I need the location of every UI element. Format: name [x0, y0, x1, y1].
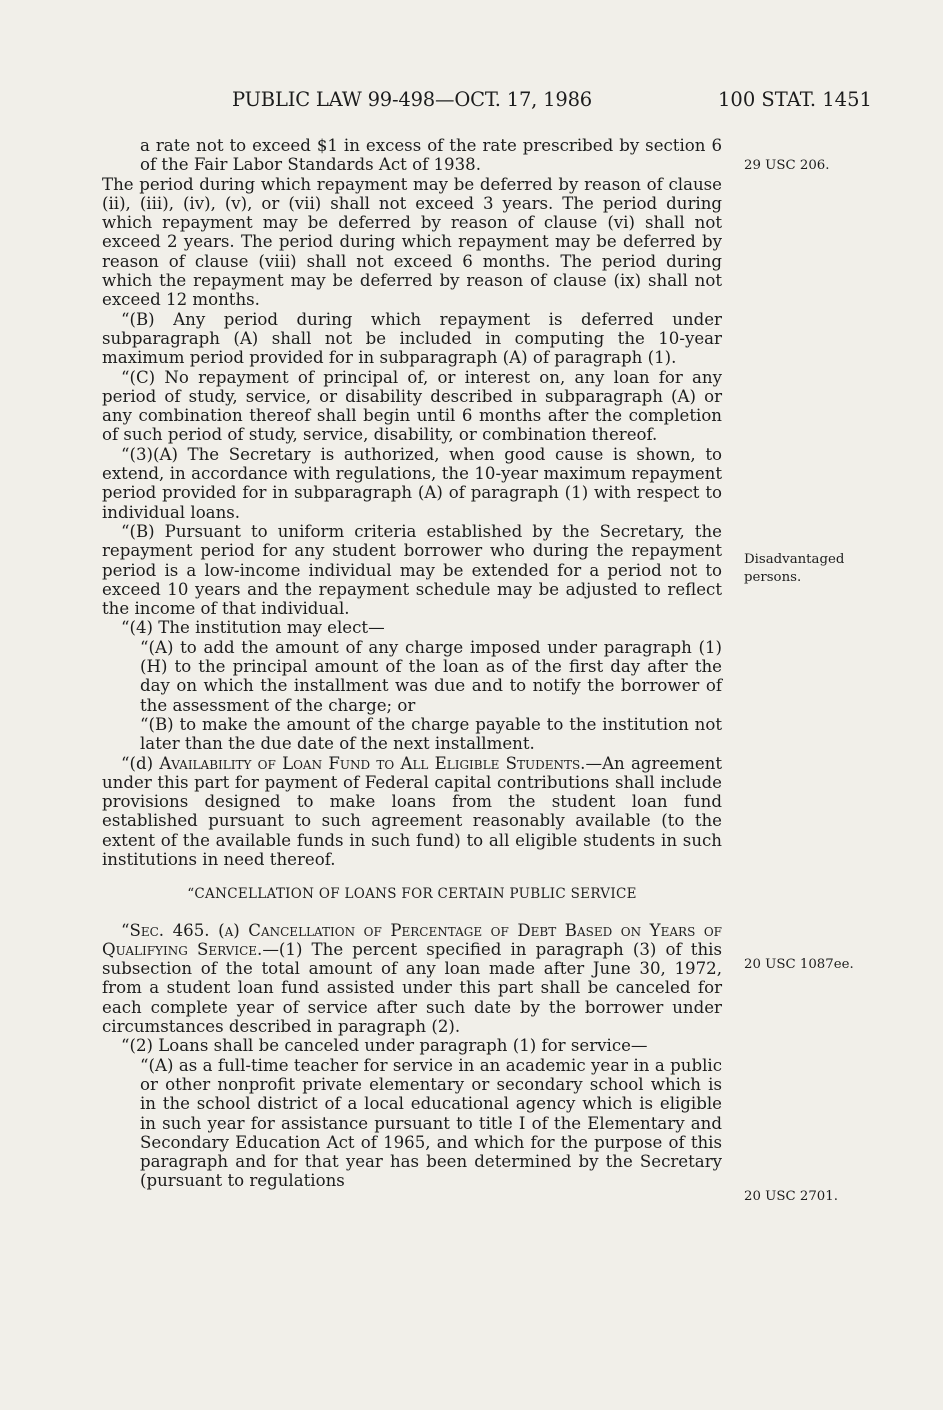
margin-note-persons: persons. — [744, 570, 802, 585]
paragraph: “(A) as a full-time teacher for service in an academic year in a public or other nonprofit private elementary or secondary school which is in the school district of a local educational agency which is eligible in such year for assistance pursuant to title I of the Elementary and Secondary Education Act of 1965, and which for the purpose of this paragraph and for that year has been determined by the Secretary (pursuant to regulations — [140, 1055, 722, 1191]
margin-note-20-usc-2701: 20 USC 2701. — [744, 1189, 838, 1204]
page-header-title: PUBLIC LAW 99-498—OCT. 17, 1986 — [232, 88, 592, 111]
section-465-heading: Cancellation of Percentage of Debt Based on Years of Qualifying Service. — [102, 920, 723, 959]
section-465-lead: “Sec. 465. (a) — [121, 920, 249, 940]
body-text — [102, 136, 722, 1191]
margin-note-disadvantaged: Disadvantaged — [744, 552, 845, 567]
section-subheading: “CANCELLATION OF LOANS FOR CERTAIN PUBLIC SERVICE — [187, 886, 637, 903]
margin-note-20-usc-1087ee: 20 USC 1087ee. — [744, 957, 854, 972]
paragraph: “(A) to add the amount of any charge imposed under paragraph (1)(H) to the principal amount of the loan as of the first day after the day on which the installment was due and to notify the borrower of the assessment of the charge; or — [140, 637, 722, 715]
paragraph: The period during which repayment may be deferred by reason of clause (ii), (iii), (iv), (v), or (vii) shall not exceed 3 years. The period during which repayment may be deferred by reason of clause (vi) shall not exceed 2 years. The period during which repayment may be deferred by reason of clause (viii) shall not exceed 6 months. The period during which the repayment may be deferred by reason of clause (ix) shall not exceed 12 months. — [102, 174, 722, 310]
page-number: 100 STAT. 1451 — [718, 88, 872, 111]
section-465-paragraph — [102, 921, 722, 1037]
paragraph: “(B) to make the amount of the charge payable to the institution not later than the due date of the next installment. — [140, 714, 722, 754]
margin-note-29-usc-206: 29 USC 206. — [744, 158, 830, 173]
paragraph: “(4) The institution may elect— — [121, 618, 385, 638]
paragraph: “(B) Any period during which repayment is deferred under subparagraph (A) shall not be included in computing the 10-year maximum period provided for in subparagraph (A) of paragraph (1). — [102, 309, 722, 368]
paragraph: a rate not to exceed $1 in excess of the rate prescribed by section 6 of the Fair Labor Standards Act of 1938. — [140, 136, 722, 175]
paragraph: “(B) Pursuant to uniform criteria established by the Secretary, the repayment period for any student borrower who during the repayment period is a low-income individual may be extended for a period not to exceed 10 years and the repayment schedule may be adjusted to reflect the income of that individual. — [102, 521, 722, 619]
section-d-lead: “(d) — [121, 753, 160, 773]
paragraph: “(2) Loans shall be canceled under paragraph (1) for service— — [121, 1036, 648, 1056]
section-d-paragraph — [102, 754, 722, 870]
paragraph: “(C) No repayment of principal of, or interest on, any loan for any period of study, service, or disability described in subparagraph (A) or any combination thereof shall begin until 6 months after the completion of such period of study, service, disability, or combination thereof. — [102, 367, 722, 445]
section-d-heading: Availability of Loan Fund to All Eligible Students. — [159, 753, 586, 773]
section-d-text: —An agreement under this part for payment of Federal capital contributions shall include provisions designed to make loans from the student loan fund established pursuant to such agreement reasonably available (to the extent of the available funds in such fund) to all eligible students in such institutions in need thereof. — [102, 753, 722, 869]
paragraph: “(3)(A) The Secretary is authorized, when good cause is shown, to extend, in accordance with regulations, the 10-year maximum repayment period provided for in subparagraph (A) of paragraph (1) with respect to individual loans. — [102, 444, 722, 522]
section-465-text: —(1) The percent specified in paragraph (3) of this subsection of the total amount of any loan made after June 30, 1972, from a student loan fund assisted under this part shall be canceled for each complete year of service after such date by the borrower under circumstances described in paragraph (2). — [102, 939, 722, 1037]
